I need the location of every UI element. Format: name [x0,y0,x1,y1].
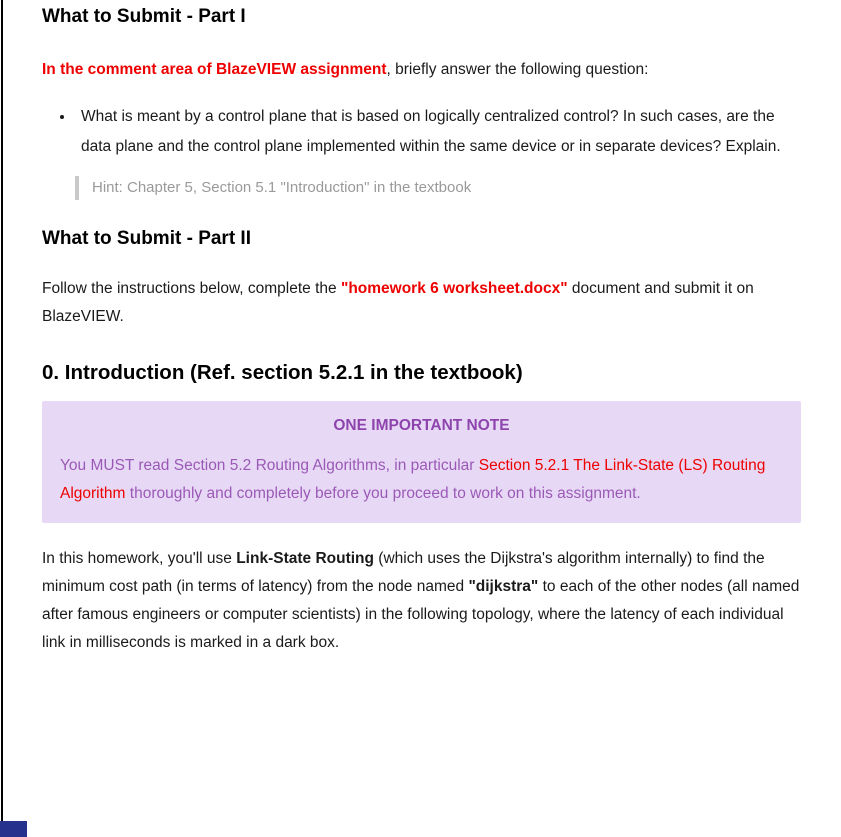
overview-a: In this homework, you'll use [42,550,237,568]
part1-heading: What to Submit - Part I [42,6,246,27]
page-left-border [1,0,3,837]
homework-overview-paragraph [42,545,801,657]
overview-link-state-routing: Link-State Routing [236,550,374,568]
overview-dijkstra-node: "dijkstra" [468,578,539,596]
part1-intro-highlight: In the comment area of BlazeVIEW assignment [42,60,387,78]
part2-para-before: Follow the instructions below, complete the [42,279,341,297]
part2-para-highlight: "homework 6 worksheet.docx" [340,279,568,297]
note-body-after: thoroughly and completely before you proceed to work on this assignment. [125,485,641,503]
overview-c: (which uses the Dijkstra's algorithm internally) to find the minimum cost path (in terms of latency) from the node named [42,550,765,596]
part2-para-after: document and submit it on BlazeVIEW. [42,279,754,325]
part1-question-item: • What is meant by a control plane that is based on logically centralized control? In such cases, are the data plane and the control plane implemented within the same device or in separate devices? Explain. [75,102,801,162]
bottom-left-accent [0,821,27,837]
note-body-before: You MUST read Section 5.2 Routing Algorithms, in particular [60,457,479,475]
part1-intro-paragraph [42,56,801,84]
part2-heading: What to Submit - Part II [42,227,251,249]
part2-paragraph [42,275,801,331]
note-body [60,452,783,508]
note-title: ONE IMPORTANT NOTE [333,417,510,435]
hint-text: Hint: Chapter 5, Section 5.1 "Introduction" in the textbook [92,178,472,196]
part1-question-list [75,102,801,162]
important-note-box [42,401,801,523]
hint-blockquote [75,176,801,200]
part1-intro-rest: , briefly answer the following question: [386,60,649,78]
overview-e: to each of the other nodes (all named after famous engineers or computer scientists) in the following topology, where the latency of each individual link in milliseconds is marked in a dark box. [42,578,800,652]
intro-section-heading: 0. Introduction (Ref. section 5.2.1 in the textbook) [42,360,523,384]
note-body-reference: Section 5.2.1 The Link-State (LS) Routing Algorithm [60,457,766,503]
